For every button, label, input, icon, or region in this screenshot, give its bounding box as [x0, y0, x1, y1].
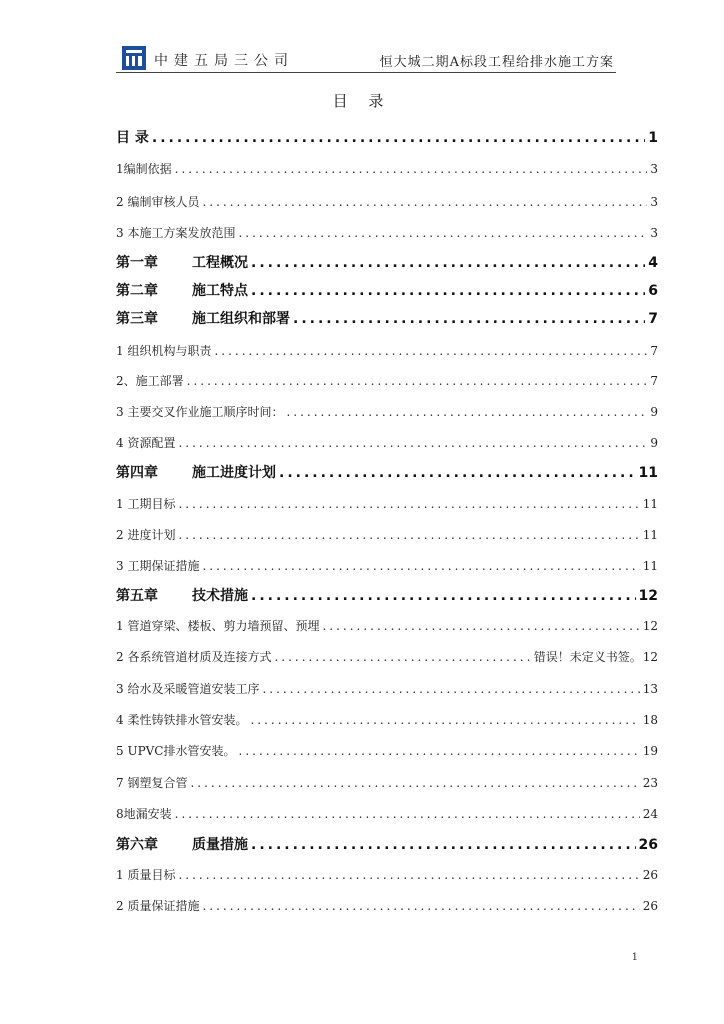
toc-entry-label — [116, 866, 175, 883]
toc-entry-text: 3 工期保证措施 — [116, 559, 200, 573]
toc-entry-label — [116, 308, 290, 328]
toc-leader-dots — [251, 283, 645, 299]
toc-entry-label — [116, 774, 187, 791]
toc-entry-text: 3 本施工方案发放范围 — [116, 226, 236, 240]
toc-entry-text: 技术措施 — [192, 588, 248, 604]
toc-entry-text: 工程概况 — [192, 255, 248, 271]
toc-leader-dots — [175, 162, 648, 176]
toc-entry-label — [116, 897, 199, 914]
toc-leader-dots — [251, 837, 636, 853]
toc-page-number: 3 — [650, 195, 658, 209]
toc-entry-label — [116, 526, 175, 543]
toc-entry-text: 1 组织机构与职责 — [116, 344, 212, 358]
toc-entry[interactable] — [116, 834, 658, 854]
toc-leader-dots — [152, 130, 645, 146]
toc-page-number: 12 — [638, 588, 658, 604]
toc-entry[interactable] — [116, 680, 658, 697]
toc-leader-dots — [322, 619, 639, 633]
toc-bookmark-error: 错误！未定义书签。 — [533, 650, 642, 664]
toc-page-number: 12 — [642, 650, 658, 664]
toc-entry-label — [116, 557, 199, 574]
toc-page-number: 9 — [650, 436, 658, 450]
toc-page-number: 6 — [648, 283, 658, 299]
toc-page-number: 18 — [642, 713, 658, 727]
toc-leader-dots — [187, 374, 648, 388]
toc-page-number: 26 — [638, 837, 658, 853]
toc-entry-text: 7 钢塑复合管 — [116, 776, 188, 790]
toc-entry-text: 4 资源配置 — [116, 436, 176, 450]
toc-entry-label — [116, 680, 259, 697]
toc-entry[interactable] — [116, 585, 658, 605]
toc-entry[interactable] — [116, 342, 658, 359]
toc-page-number: 4 — [648, 255, 658, 271]
toc-page-number: 1 — [648, 130, 658, 146]
toc-leader-dots — [202, 195, 647, 209]
toc-entry-label — [116, 193, 199, 210]
toc-chapter-number: 第四章 — [116, 465, 158, 481]
toc-entry[interactable] — [116, 495, 658, 512]
toc-entry-label — [116, 462, 276, 482]
toc-leader-dots — [202, 899, 639, 913]
toc-entry[interactable] — [116, 774, 658, 791]
toc-page-number: 3 — [650, 226, 658, 240]
toc-entry-text: 1 管道穿梁、楼板、剪力墙预留、预埋 — [116, 619, 320, 633]
toc-entry-label — [116, 160, 172, 177]
header-divider — [116, 72, 616, 73]
toc-entry[interactable] — [116, 866, 658, 883]
toc-leader-dots — [214, 344, 647, 358]
project-title: 恒大城二期A标段工程给排水施工方案 — [379, 55, 614, 70]
toc-entry[interactable] — [116, 434, 658, 451]
toc-entry-label — [116, 342, 211, 359]
toc-page-number: 24 — [642, 807, 658, 821]
toc-entry-label — [116, 742, 236, 759]
toc-page-number: 11 — [642, 497, 658, 511]
toc-entry-text: 2 各系统管道材质及连接方式 — [116, 650, 272, 664]
page-title: 目 录 — [332, 92, 392, 110]
toc-entry-text: 8地漏安装 — [116, 807, 172, 821]
toc-page-number: 19 — [642, 744, 658, 758]
toc-page-number: 13 — [642, 682, 658, 696]
toc-entry-text: 2、施工部署 — [116, 374, 184, 388]
toc-entry-text: 5 UPVC排水管安装。 — [116, 744, 236, 758]
toc-leader-dots — [286, 405, 647, 419]
toc-entry-label — [116, 252, 248, 272]
toc-page-number: 7 — [648, 311, 658, 327]
toc-chapter-number: 第一章 — [116, 255, 158, 271]
toc-page-number: 3 — [650, 162, 658, 176]
toc-chapter-number: 第三章 — [116, 311, 158, 327]
toc-entry-label — [116, 495, 175, 512]
toc-entry-text: 2 进度计划 — [116, 528, 176, 542]
toc-leader-dots — [251, 588, 636, 604]
toc-entry[interactable] — [116, 280, 658, 300]
toc-leader-dots — [238, 226, 647, 240]
toc-leader-dots — [279, 465, 636, 481]
toc-leader-dots — [251, 255, 645, 271]
toc-entry-text: 施工组织和部署 — [192, 311, 290, 327]
toc-entry[interactable] — [116, 742, 658, 759]
toc-entry-label — [116, 617, 319, 634]
toc-page-number: 11 — [642, 559, 658, 573]
toc-entry-text: 1 工期目标 — [116, 497, 176, 511]
toc-leader-dots — [175, 807, 640, 821]
toc-entry-text: 3 主要交叉作业施工顺序时间： — [116, 405, 284, 419]
toc-entry[interactable] — [116, 252, 658, 272]
toc-entry[interactable] — [116, 193, 658, 210]
toc-entry[interactable] — [116, 526, 658, 543]
toc-entry[interactable] — [116, 308, 658, 328]
toc-leader-dots — [250, 713, 639, 727]
toc-entry-text: 2 质量保证措施 — [116, 899, 200, 913]
company-logo-icon — [122, 46, 146, 70]
toc-entry-label — [116, 224, 235, 241]
toc-entry[interactable] — [116, 462, 658, 482]
toc-chapter-number: 第五章 — [116, 588, 158, 604]
toc-entry[interactable] — [116, 617, 658, 634]
toc-entry[interactable] — [116, 711, 658, 728]
toc-entry-label — [116, 403, 283, 420]
toc-entry-label — [116, 585, 248, 605]
toc-leader-dots — [274, 650, 530, 664]
page-number: 1 — [631, 952, 638, 963]
toc-page-number: 26 — [642, 868, 658, 882]
toc-entry-label — [116, 280, 248, 300]
toc-entry[interactable] — [116, 648, 658, 665]
toc-leader-dots — [262, 682, 639, 696]
toc-entry-text: 施工进度计划 — [192, 465, 276, 481]
toc-entry-text: 施工特点 — [192, 283, 248, 299]
toc-entry[interactable] — [116, 127, 658, 147]
toc-entry-label — [116, 434, 175, 451]
toc-entry-label — [116, 805, 172, 822]
toc-leader-dots — [190, 776, 639, 790]
toc-entry[interactable] — [116, 372, 658, 389]
toc-leader-dots — [178, 497, 639, 511]
toc-entry-text: 1 质量目标 — [116, 868, 176, 882]
toc-page-number: 26 — [642, 899, 658, 913]
toc-leader-dots — [293, 311, 645, 327]
toc-entry[interactable] — [116, 224, 658, 241]
toc-page-number: 11 — [638, 465, 658, 481]
toc-entry-label — [116, 127, 149, 147]
toc-page-number: 7 — [650, 374, 658, 388]
toc-entry[interactable] — [116, 897, 658, 914]
toc-entry-text: 2 编制审核人员 — [116, 195, 200, 209]
toc-entry-label — [116, 834, 248, 854]
company-name: 中建五局三公司 — [154, 53, 294, 69]
toc-entry[interactable] — [116, 805, 658, 822]
toc-entry-label — [116, 648, 271, 665]
toc-entry-text: 质量措施 — [192, 837, 248, 853]
toc-page-number: 23 — [642, 776, 658, 790]
toc-entry-text: 目 录 — [116, 130, 149, 146]
toc-chapter-number: 第二章 — [116, 283, 158, 299]
toc-entry[interactable] — [116, 557, 658, 574]
toc-entry-label — [116, 711, 247, 728]
toc-page-number: 12 — [642, 619, 658, 633]
toc-page-number: 11 — [642, 528, 658, 542]
toc-entry[interactable] — [116, 403, 658, 420]
toc-page-number: 7 — [650, 344, 658, 358]
toc-leader-dots — [239, 744, 640, 758]
toc-chapter-number: 第六章 — [116, 837, 158, 853]
toc-entry-text: 1编制依据 — [116, 162, 172, 176]
toc-entry-text: 3 给水及采暖管道安装工序 — [116, 682, 260, 696]
toc-entry-text: 4 柔性铸铁排水管安装。 — [116, 713, 248, 727]
toc-leader-dots — [178, 868, 639, 882]
toc-entry-label — [116, 372, 184, 389]
toc-leader-dots — [202, 559, 639, 573]
page-header — [116, 44, 616, 74]
toc-page-number: 9 — [650, 405, 658, 419]
toc-entry[interactable] — [116, 160, 658, 177]
toc-leader-dots — [178, 436, 647, 450]
toc-leader-dots — [178, 528, 639, 542]
